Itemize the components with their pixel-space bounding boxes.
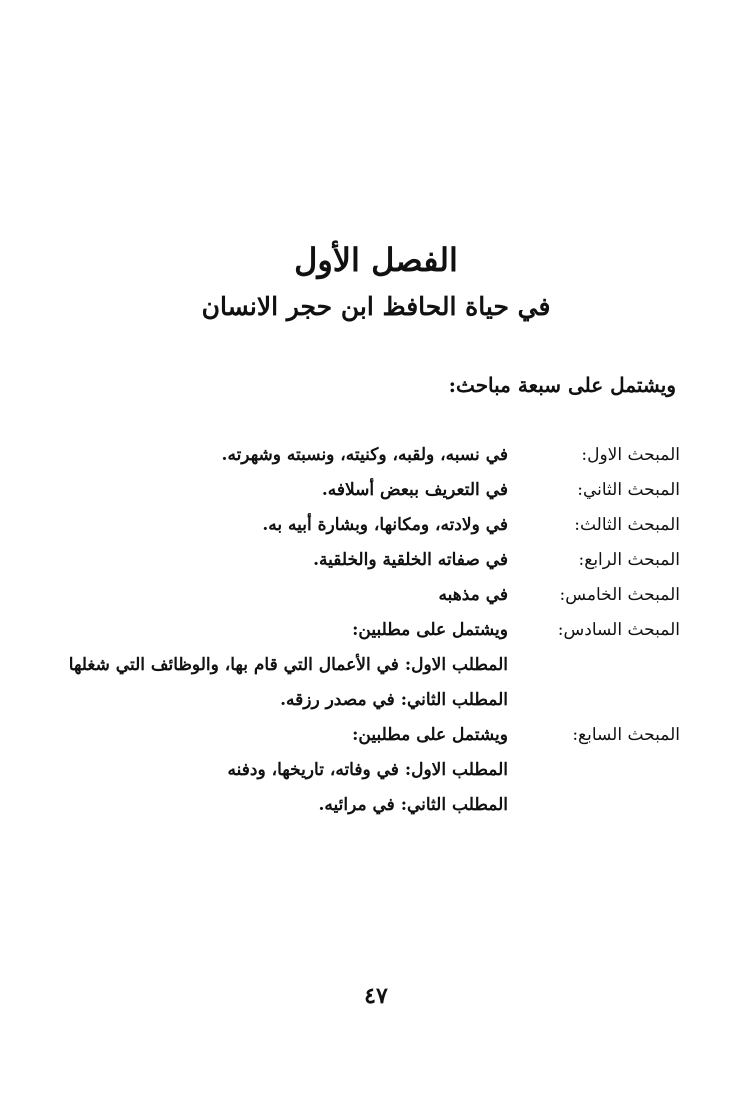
section-row (60, 613, 680, 648)
section-description: في نسبه، ولقبه، وكنيته، ونسبته وشهرته. (221, 445, 508, 465)
section-description: في ولادته، ومكانها، وبشارة أبيه به. (262, 515, 508, 535)
section-label: المبحث الرابع: (578, 550, 680, 570)
section-row (60, 473, 680, 508)
section-description: في مذهبه (438, 585, 508, 605)
subsection-row (60, 788, 680, 823)
subsection-text: المطلب الاول: في الأعمال التي قام بها، والوظائف التي شغلها (68, 655, 508, 675)
sections-list (60, 438, 680, 823)
section-label: المبحث الثاني: (577, 480, 680, 500)
section-label: المبحث الخامس: (559, 585, 680, 605)
intro-text: ويشتمل على سبعة مباحث: (448, 373, 676, 397)
subsection-row (60, 648, 680, 683)
section-row (60, 438, 680, 473)
section-row (60, 508, 680, 543)
section-description: في صفاته الخلقية والخلقية. (313, 550, 508, 570)
section-description: في التعريف ببعض أسلافه. (321, 480, 508, 500)
subsection-text: المطلب الاول: في وفاته، تاريخها، ودفنه (227, 760, 508, 780)
page-number: ٤٧ (364, 983, 388, 1009)
subsection-text: المطلب الثاني: في مصدر رزقه. (280, 690, 508, 710)
section-row (60, 718, 680, 753)
chapter-subtitle: في حياة الحافظ ابن حجر الانسان (201, 292, 551, 321)
subsection-text: المطلب الثاني: في مرائيه. (318, 795, 508, 815)
chapter-title: الفصل الأول (294, 241, 458, 279)
section-label: المبحث الاول: (581, 445, 680, 465)
section-row (60, 543, 680, 578)
section-row (60, 578, 680, 613)
section-description: ويشتمل على مطلبين: (352, 620, 508, 640)
section-label: المبحث السادس: (557, 620, 680, 640)
section-description: ويشتمل على مطلبين: (352, 725, 508, 745)
subsection-row (60, 753, 680, 788)
subsection-row (60, 683, 680, 718)
section-label: المبحث الثالث: (574, 515, 680, 535)
section-label: المبحث السابع: (572, 725, 680, 745)
